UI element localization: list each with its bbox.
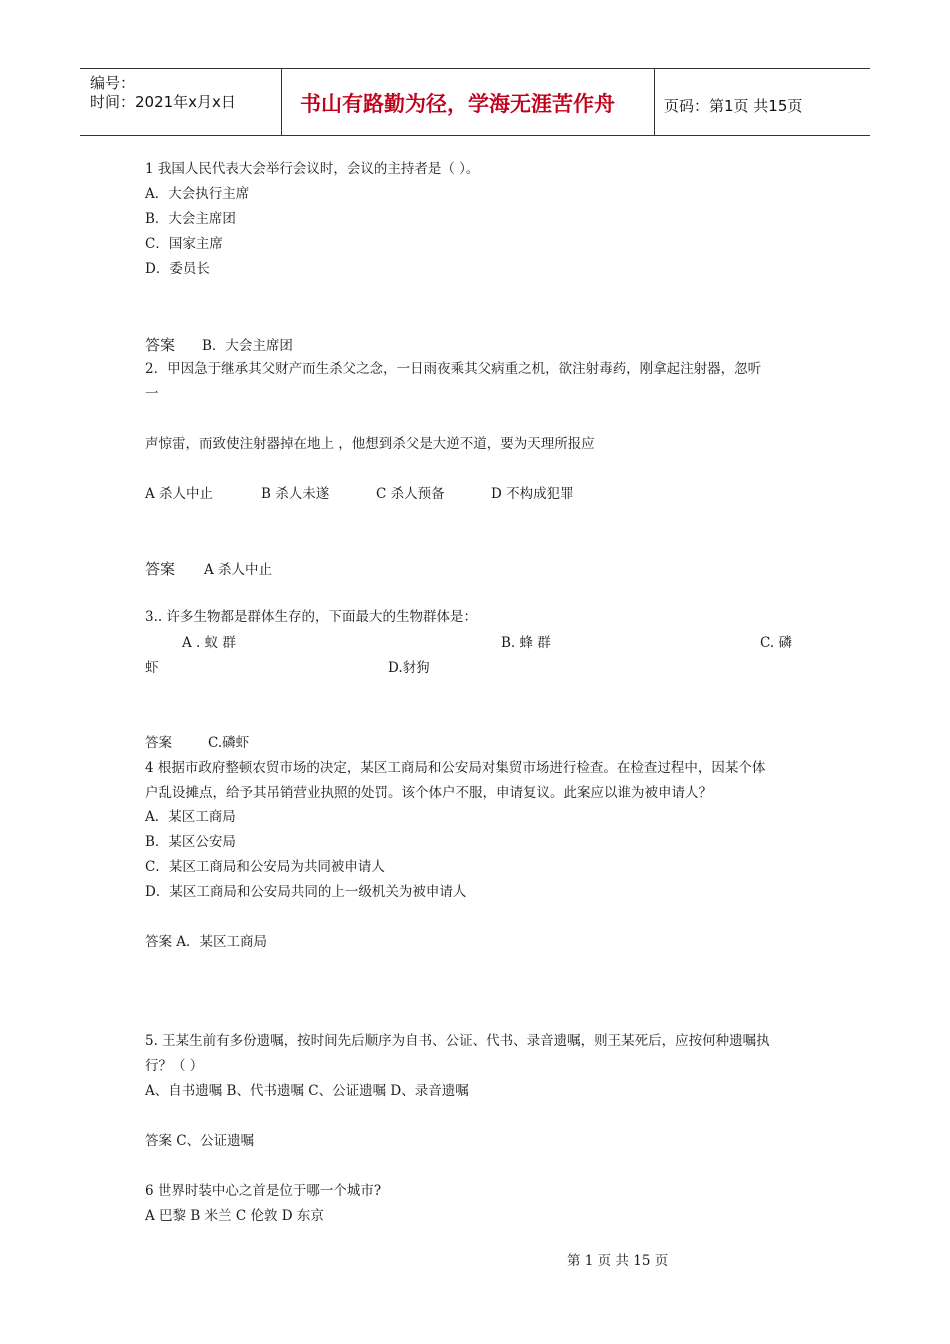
q3-option-c: C. 磷	[760, 635, 792, 651]
q3-option-a: A . 蚁 群	[182, 635, 236, 651]
q3-option-d: D.豺狗	[388, 660, 430, 676]
q4-option-a: A．某区工商局	[145, 809, 236, 825]
q2-option-d: D 不构成犯罪	[491, 486, 574, 502]
q6-stem: 6 世界时装中心之首是位于哪一个城市?	[145, 1183, 382, 1199]
q1-option-d: D．委员长	[145, 261, 210, 277]
header-divider-right	[654, 68, 655, 136]
q3-option-c-cont: 虾	[145, 660, 159, 676]
q6-options: A 巴黎 B 米兰 C 伦敦 D 东京	[145, 1208, 324, 1224]
q2-answer: A 杀人中止	[204, 562, 273, 578]
q2-stem-line1: 2．甲因急于继承其父财产而生杀父之念，一日雨夜乘其父病重之机，欲注射毒药，刚拿起注射器，忽听	[145, 361, 762, 377]
q2-option-b: B 杀人未遂	[261, 486, 330, 502]
q2-answer-label: 答案	[145, 560, 176, 578]
q3-option-b: B. 蜂 群	[501, 635, 551, 651]
q2-option-a: A 杀人中止	[145, 486, 214, 502]
q2-option-c: C 杀人预备	[376, 486, 445, 502]
q5-stem-line2: 行？（ ）	[145, 1058, 204, 1074]
q3-stem: 3.. 许多生物都是群体生存的，下面最大的生物群体是：	[145, 609, 477, 625]
q4-stem-line1: 4 根据市政府整顿农贸市场的决定，某区工商局和公安局对集贸市场进行检查。在检查过程中，因某个体	[145, 760, 766, 776]
q1-stem: 1 我国人民代表大会举行会议时，会议的主持者是（ ）。	[145, 161, 480, 177]
header-motto: 书山有路勤为径，学海无涯苦作舟	[300, 92, 615, 116]
q4-stem-line2: 户乱设摊点，给予其吊销营业执照的处罚。该个体户不服，申请复议。此案应以谁为被申请人？	[145, 785, 712, 801]
q5-stem-line1: 5. 王某生前有多份遗嘱，按时间先后顺序为自书、公证、代书、录音遗嘱，则王某死后，应按何种遗嘱执	[145, 1033, 770, 1049]
q4-option-d: D．某区工商局和公安局共同的上一级机关为被申请人	[145, 884, 467, 900]
q4-option-c: C．某区工商局和公安局为共同被申请人	[145, 859, 385, 875]
q1-answer: B．大会主席团	[202, 338, 293, 354]
q3-answer: C.磷虾	[208, 735, 250, 751]
q1-option-c: C．国家主席	[145, 236, 223, 252]
q2-stem-line2: 一	[145, 386, 159, 402]
q1-option-a: A．大会执行主席	[145, 186, 250, 202]
q2-stem-line3: 声惊雷，而致使注射器掉在地上 ，他想到杀父是大逆不道，要为天理所报应	[145, 436, 595, 452]
header-top-rule	[80, 68, 870, 69]
q3-answer-label: 答案	[145, 735, 172, 751]
header-page-label: 页码：第1页 共15页	[664, 97, 803, 115]
header-time-label: 时间：2021年x月x日	[90, 93, 236, 111]
page-footer: 第 1 页 共 15 页	[567, 1253, 669, 1269]
q4-answer: 答案 A．某区工商局	[145, 934, 268, 950]
q5-options: A、自书遗嘱 B、代书遗嘱 C、公证遗嘱 D、录音遗嘱	[145, 1083, 469, 1099]
header-divider-left	[281, 68, 282, 136]
q1-answer-label: 答案	[145, 336, 176, 354]
header-bottom-rule	[80, 135, 870, 136]
q4-option-b: B．某区公安局	[145, 834, 236, 850]
q5-answer: 答案 C、公证遗嘱	[145, 1133, 255, 1149]
q1-option-b: B．大会主席团	[145, 211, 236, 227]
header-number-label: 编号：	[90, 74, 136, 92]
